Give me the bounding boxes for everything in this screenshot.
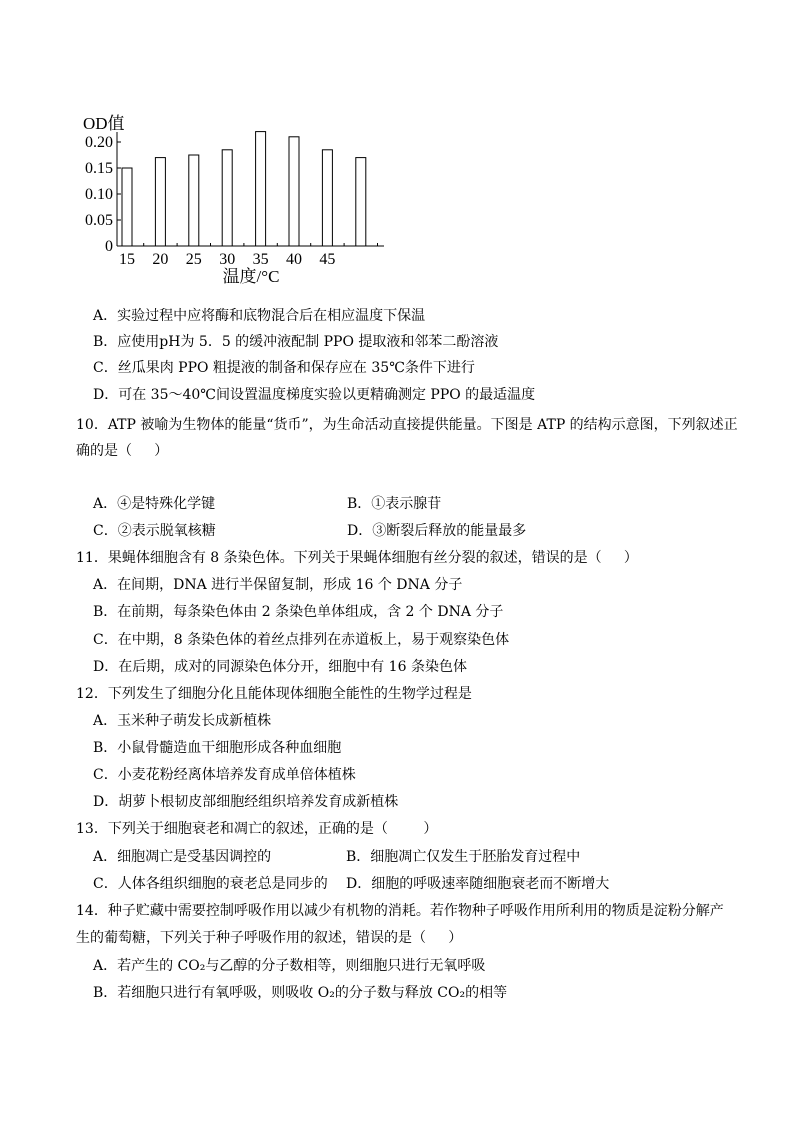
y-tick-label-3: 0.10 [85,186,113,203]
q11-stem: 11．果蝇体细胞含有 8 条染色体。下列关于果蝇体细胞有丝分裂的叙述，错误的是（ ） [76,550,638,566]
y-tick-label-4: 0.15 [85,160,113,177]
q10-stem-line-2: 确的是（ ） [76,443,169,459]
bar-5 [256,132,266,246]
x-tick-label-45: 45 [319,251,336,268]
x-axis-ticks [119,243,378,268]
bar-2 [155,158,165,246]
y-axis-label: OD值 [83,114,125,133]
q13-stem: 13．下列关于细胞衰老和凋亡的叙述，正确的是（ ） [76,821,438,837]
bar-series [122,132,366,246]
y-tick-label-1: 0 [105,238,113,255]
x-tick-label-20: 20 [152,251,169,268]
q14-option-b: B．若细胞只进行有氧呼吸，则吸收 O₂的分子数与释放 CO₂的相等 [93,985,508,1001]
y-tick-label-2: 0.05 [85,212,113,229]
y-axis-ticks [85,134,121,255]
q13-option-b: B．细胞凋亡仅发生于胚胎发育过程中 [346,849,581,865]
q11-option-c: C．在中期，8 条染色体的着丝点排列在赤道板上，易于观察染色体 [93,632,510,648]
q12-stem: 12．下列发生了细胞分化且能体现体细胞全能性的生物学过程是 [76,686,472,702]
q10-stem-line-1: 10．ATP 被喻为生物体的能量“货币”，为生命活动直接提供能量。下图是 ATP 的结构示意图，下列叙述正 [76,417,738,433]
bar-8 [356,158,366,246]
q13-option-d: D．细胞的呼吸速率随细胞衰老而不断增大 [346,876,610,892]
bar-7 [322,150,332,246]
x-tick-label-40: 40 [286,251,302,268]
temperature-od-bar-chart [60,100,400,290]
q10-option-d: D．③断裂后释放的能量最多 [347,523,527,539]
q9-option-a: A．实验过程中应将酶和底物混合后在相应温度下保温 [93,308,426,324]
y-tick-label-5: 0.20 [85,134,113,151]
q12-option-d: D．胡萝卜根韧皮部细胞经组织培养发育成新植株 [93,794,399,810]
q12-option-b: B．小鼠骨髓造血干细胞形成各种血细胞 [93,740,342,756]
bar-4 [222,150,232,246]
q11-option-d: D．在后期，成对的同源染色体分开，细胞中有 16 条染色体 [93,659,467,675]
q10-option-c: C．②表示脱氧核糖 [93,523,216,539]
q9-option-d: D．可在 35～40℃间设置温度梯度实验以更精确测定 PPO 的最适温度 [93,387,536,403]
q14-stem-line-2: 生的葡萄糖，下列关于种子呼吸作用的叙述，错误的是（ ） [76,930,463,946]
q13-option-a: A．细胞凋亡是受基因调控的 [93,849,272,865]
x-tick-label-35: 35 [252,251,269,268]
bar-3 [189,155,199,246]
q14-stem-line-1: 14．种子贮藏中需要控制呼吸作用以减少有机物的消耗。若作物种子呼吸作用所利用的物质是淀粉分解产 [76,903,724,919]
q11-option-a: A．在间期，DNA 进行半保留复制，形成 16 个 DNA 分子 [93,577,463,593]
bar-1 [122,168,132,246]
q12-option-c: C．小麦花粉经离体培养发育成单倍体植株 [93,767,356,783]
q13-option-c: C．人体各组织细胞的衰老总是同步的 [93,876,328,892]
q10-option-a: A．④是特殊化学键 [93,496,216,512]
q9-option-b: B．应使用pH为 5．5 的缓冲液配制 PPO 提取液和邻苯二酚溶液 [93,334,499,350]
x-tick-label-25: 25 [185,251,202,268]
q14-option-a: A．若产生的 CO₂与乙醇的分子数相等，则细胞只进行无氧呼吸 [93,958,486,974]
x-tick-label-15: 15 [119,251,135,268]
x-tick-label-30: 30 [219,251,236,268]
q9-option-c: C．丝瓜果肉 PPO 粗提液的制备和保存应在 35℃条件下进行 [93,360,475,376]
q10-option-b: B．①表示腺苷 [347,496,442,512]
bar-6 [289,137,299,246]
q11-option-b: B．在前期，每条染色体由 2 条染色单体组成，含 2 个 DNA 分子 [93,604,504,620]
q12-option-a: A．玉米种子萌发长成新植株 [93,713,272,729]
x-axis-label: 温度/°C [222,267,280,286]
